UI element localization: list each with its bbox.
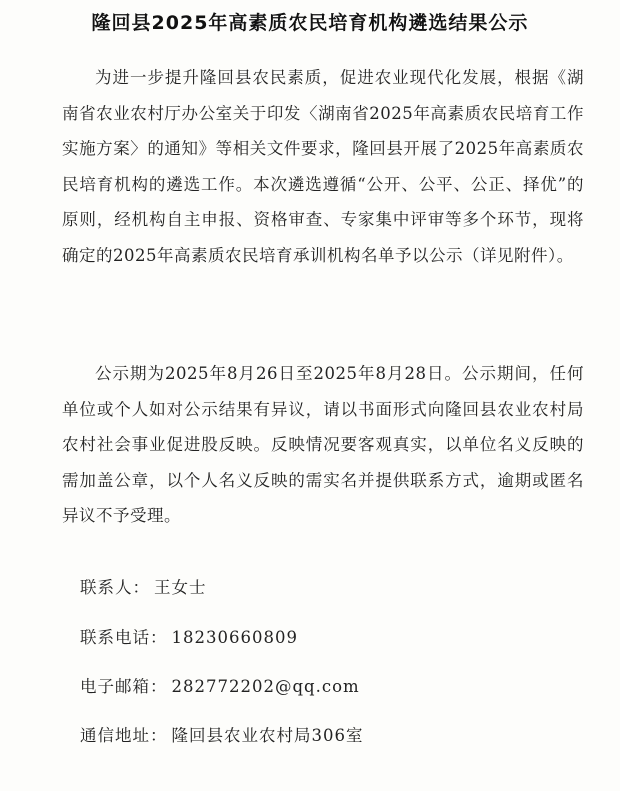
contact-person-label: 联系人：	[80, 578, 150, 597]
document-title: 隆回县2025年高素质农民培育机构遴选结果公示	[91, 12, 529, 34]
contact-email-line	[80, 673, 360, 697]
contact-person-value: 王女士	[154, 578, 207, 597]
contact-address-value: 隆回县农业农村局306室	[171, 726, 364, 745]
paragraph-intro: 为进一步提升隆回县农民素质，促进农业现代化发展，根据《湖南省农业农村厅办公室关于印发〈湖南省2025年高素质农民培育工作实施方案〉的通知》等相关文件要求，隆回县开展了2025年高素质农民培育机构的遴选工作。本次遴选遵循“公开、公平、公正、择优”的原则，经机构自主申报、资格审查、专家集中评审等多个环节，现将确定的2025年高素质农民培育承训机构名单予以公示（详见附件）。	[62, 68, 584, 265]
contact-email-label: 电子邮箱：	[80, 677, 168, 696]
contact-email-value: 282772202@qq.com	[171, 677, 360, 696]
paragraph-publicity-period: 公示期为2025年8月26日至2025年8月28日。公示期间，任何单位或个人如对公示结果有异议，请以书面形式向隆回县农业农村局农村社会事业促进股反映。反映情况要客观真实，以单位名义反映的需加盖公章，以个人名义反映的需实名并提供联系方式，逾期或匿名异议不予受理。	[62, 364, 584, 525]
contact-person-line	[80, 574, 207, 598]
contact-address-line	[80, 722, 364, 746]
contact-address-label: 通信地址：	[80, 726, 168, 745]
contact-phone-label: 联系电话：	[80, 628, 168, 647]
contact-phone-value: 18230660809	[171, 628, 298, 647]
contact-phone-line	[80, 624, 298, 648]
